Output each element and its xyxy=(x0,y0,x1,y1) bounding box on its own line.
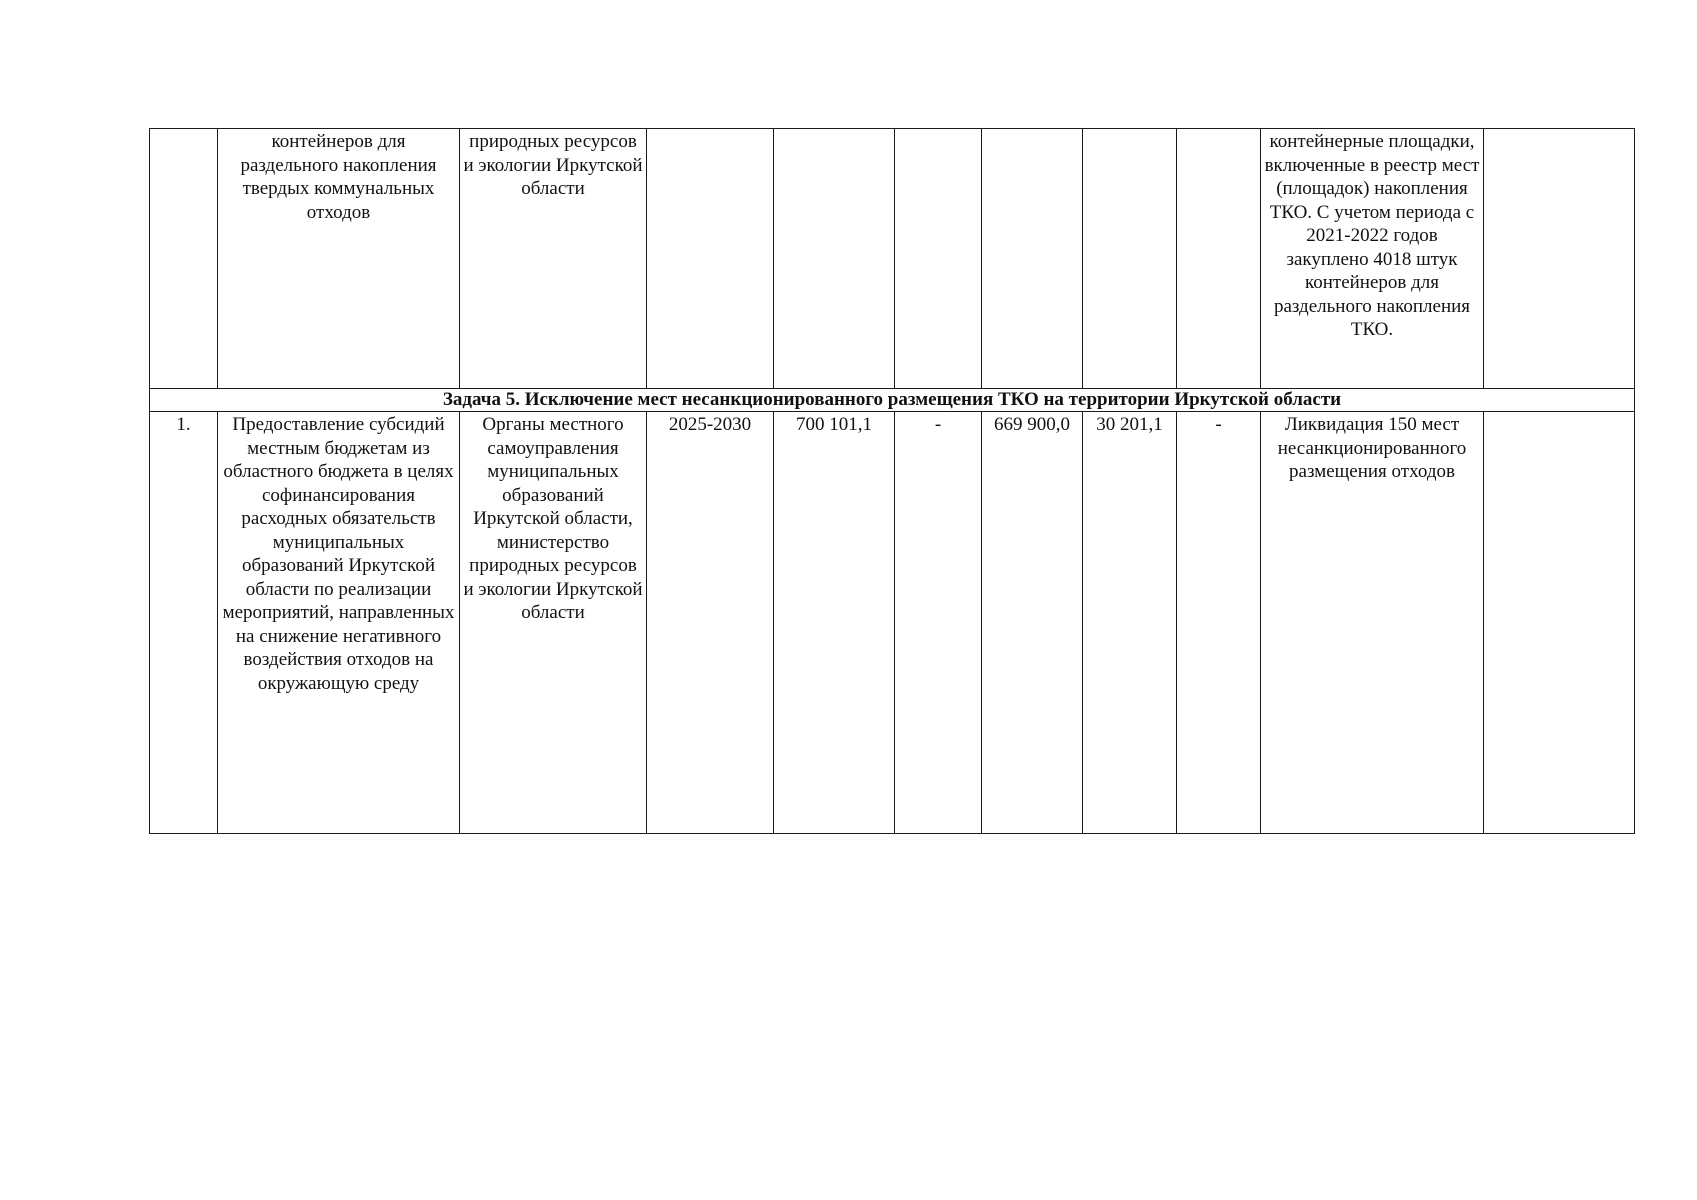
task-header: Задача 5. Исключение мест несанкционированного размещения ТКО на территории Иркутской области xyxy=(150,389,1635,412)
cell-federal xyxy=(895,129,982,389)
cell-other xyxy=(1177,129,1261,389)
task-header-row xyxy=(150,389,1635,412)
table-row xyxy=(150,412,1635,834)
cell-period xyxy=(647,129,774,389)
cell-executor: Органы местного самоуправления муниципальных образований Иркутской области, министерство природных ресурсов и экологии Иркутской области xyxy=(460,412,647,834)
cell-activity: контейнеров для раздельного накопления твердых коммунальных отходов xyxy=(218,129,460,389)
cell-activity: Предоставление субсидий местным бюджетам из областного бюджета в целях софинансирования расходных обязательств муниципальных образований Иркутской области по реализации мероприятий, направленных на снижение негативного воздействия отходов на окружающую среду xyxy=(218,412,460,834)
program-activities-table xyxy=(149,128,1635,834)
cell-number: 1. xyxy=(150,412,218,834)
cell-other: - xyxy=(1177,412,1261,834)
cell-result: Ликвидация 150 мест несанкционированного размещения отходов xyxy=(1261,412,1484,834)
cell-result: контейнерные площадки, включенные в реестр мест (площадок) накопления ТКО. С учетом периода с 2021-2022 годов закуплено 4018 штук контейнеров для раздельного накопления ТКО. xyxy=(1261,129,1484,389)
cell-total: 700 101,1 xyxy=(774,412,895,834)
cell-local xyxy=(1083,129,1177,389)
cell-number xyxy=(150,129,218,389)
cell-total xyxy=(774,129,895,389)
cell-regional: 669 900,0 xyxy=(982,412,1083,834)
table-row xyxy=(150,129,1635,389)
cell-local: 30 201,1 xyxy=(1083,412,1177,834)
cell-federal: - xyxy=(895,412,982,834)
cell-note xyxy=(1484,129,1635,389)
cell-executor: природных ресурсов и экологии Иркутской области xyxy=(460,129,647,389)
cell-period: 2025-2030 xyxy=(647,412,774,834)
cell-regional xyxy=(982,129,1083,389)
cell-note xyxy=(1484,412,1635,834)
